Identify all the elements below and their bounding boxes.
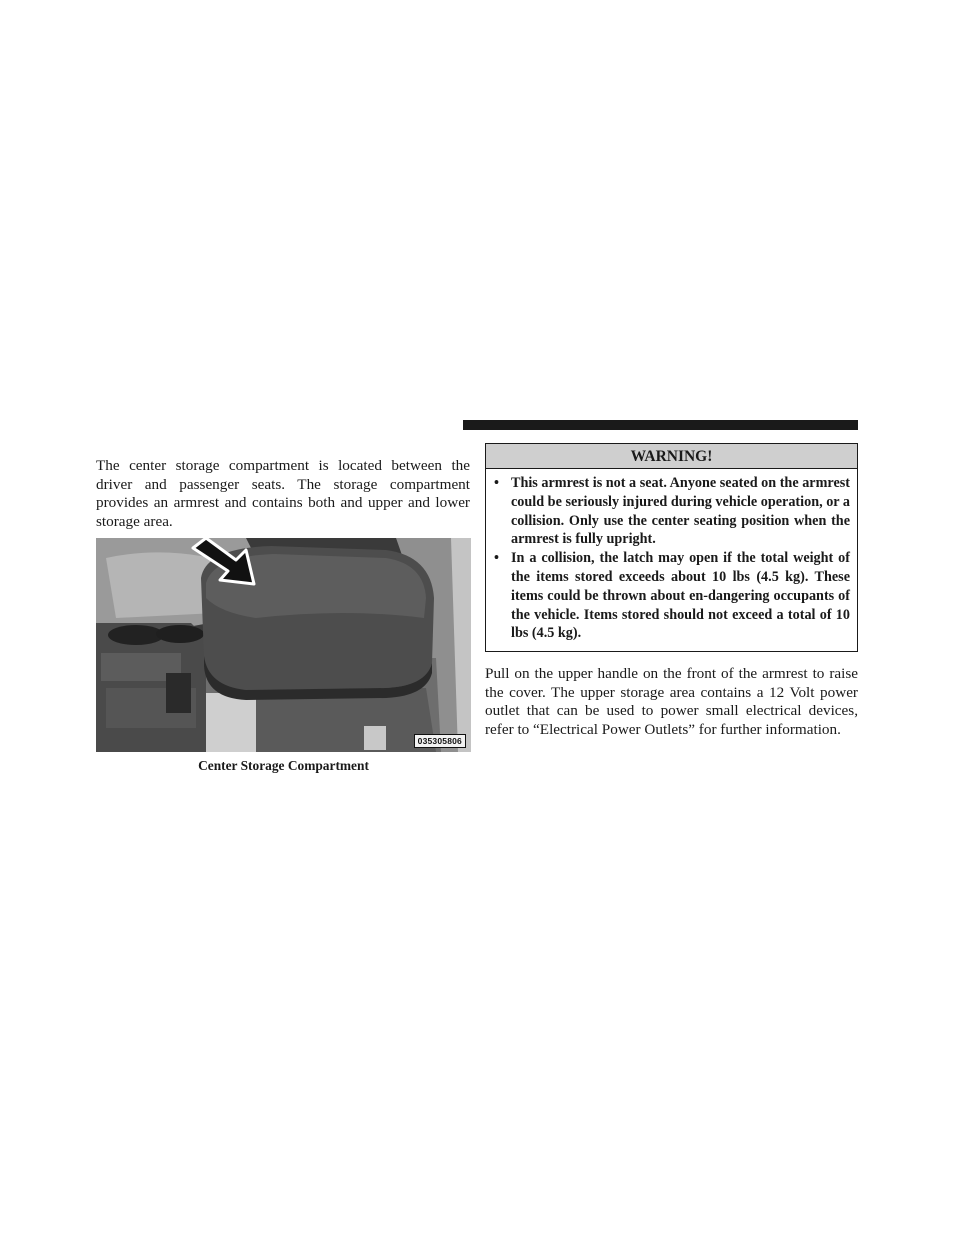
figure-caption: Center Storage Compartment: [198, 758, 369, 773]
warning-box: [485, 443, 858, 652]
warning-item: [494, 474, 850, 549]
right-column: [485, 665, 858, 739]
center-storage-photo: [96, 538, 471, 752]
warning-item-text: In a collision, the latch may open if the total weight of the items stored exceeds about 10 lbs (4.5 kg). These items could be thrown about en-dangering occupants of the vehicle. Items stored should not exceed a total of 10 lbs (4.5 kg).: [511, 550, 850, 642]
warning-title: WARNING!: [486, 444, 857, 469]
bullet-icon: •: [494, 550, 499, 567]
left-column: [96, 457, 470, 531]
armrest-illustration: [96, 538, 471, 752]
warning-item-text: This armrest is not a seat. Anyone seated on the armrest could be seriously injured during vehicle operation, or a collision. Only use the center seating position when the armrest is fully upright.: [511, 475, 850, 548]
warning-item: [494, 549, 850, 643]
armrest-paragraph: Pull on the upper handle on the front of the armrest to raise the cover. The upper storage area contains a 12 Volt power outlet that can be used to power small electrical devices, refer to “Electrical Power Outlets” for further information.: [485, 665, 858, 738]
warning-list: [486, 469, 857, 651]
bullet-icon: •: [494, 475, 499, 491]
intro-paragraph: The center storage compartment is located between the driver and passenger seats. The storage compartment provides an armrest and contains both and upper and lower storage area.: [96, 457, 470, 530]
section-rule: [463, 420, 858, 430]
figure-code: 035305806: [414, 734, 466, 748]
